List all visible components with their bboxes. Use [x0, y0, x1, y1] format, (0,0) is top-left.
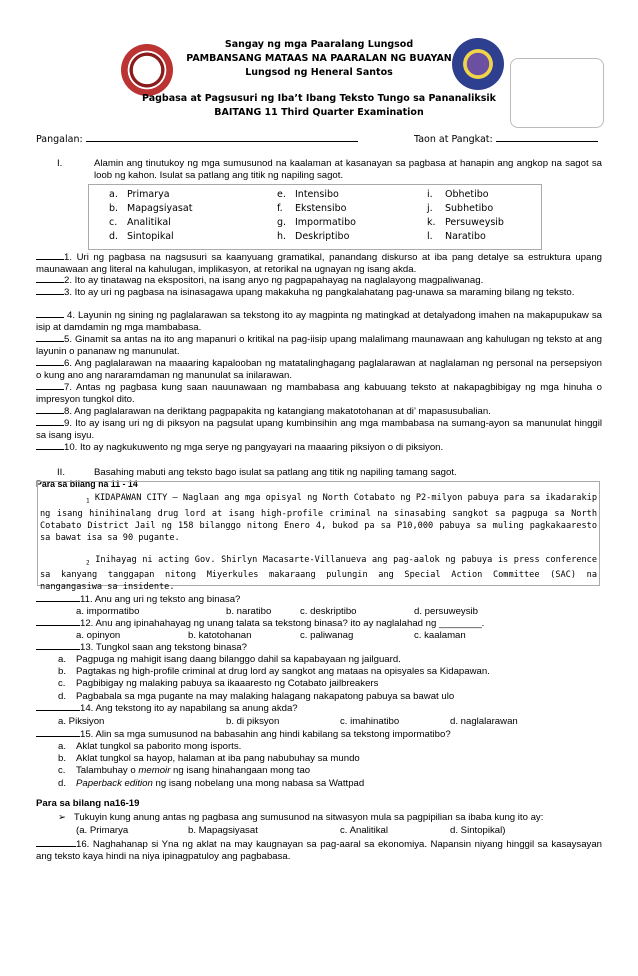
option-text: Pagbabala sa mga pugante na may malaking halagang nakapatong pabuya sa bawat ulo [76, 690, 455, 702]
answer-blank[interactable] [36, 413, 64, 414]
passage-paragraph-1 [38, 492, 599, 544]
question-text: 12. Anu ang ipinahahayag ng unang talata sa tekstong binasa? ito ay naglalahad ng ________. [80, 618, 485, 629]
paragraph-text: KIDAPAWAN CITY – Naglaan ang mga opisyal ng North Cotabato ng P2-milyon pabuya para sa ikadarakip ng isang hinihinalang drug lord at isang high-profile criminal na sinasabing sangkot sa pagpuga sa North Cotabato District Jail ng 158 bilanggo nitong Enero 4, bukod pa sa P10,000 pabuya sa muling pagkakaaresto sa bawat isa sa 90 pugante. [40, 493, 597, 543]
choice-k [427, 217, 504, 228]
choice-letter: b. [109, 203, 119, 214]
option-text: Talambuhay o memoir ng isang hinahangaan mong tao [76, 765, 311, 777]
exam-title: BAITANG 11 Third Quarter Examination [214, 107, 424, 118]
choice-text: Obhetibo [445, 189, 489, 200]
option-letter: b. [58, 753, 67, 765]
grade-label: Taon at Pangkat: [414, 134, 493, 145]
option-text: Aklat tungkol sa paborito mong isports. [76, 741, 242, 752]
choice-text: Deskriptibo [295, 231, 350, 242]
choice-letter: i. [427, 189, 433, 200]
q14-option-c: c. imahinatibo [340, 716, 400, 727]
q11-option-d: d. persuweysib [414, 606, 478, 617]
choice-j [427, 203, 493, 214]
part2-instruction: Basahing mabuti ang teksto bago isulat sa patlang ang titik ng napiling tamang sagot. [94, 467, 457, 478]
choice-letter: j. [427, 203, 433, 214]
choice-text: Sintopikal [127, 231, 174, 242]
item-6 [36, 358, 602, 382]
question-12 [36, 618, 484, 630]
name-blank[interactable] [86, 141, 358, 142]
choice-text: Naratibo [445, 231, 486, 242]
item-text: 10. Ito ay nagkukuwento ng mga serye ng pangyayari na maaaring piksiyon o di piksiyon. [64, 442, 444, 453]
question-text: 14. Ang tekstong ito ay napabilang sa anung akda? [80, 703, 298, 714]
answer-blank[interactable] [36, 259, 64, 260]
option-letter: c. [58, 765, 66, 777]
subject-title: Pagbasa at Pagsusuri ng Iba’t Ibang Teksto Tungo sa Pananaliksik [142, 93, 496, 104]
q15-option-d [58, 778, 364, 789]
question-11 [36, 594, 240, 606]
choice-text: Impormatibo [295, 217, 356, 228]
choice-letter: c. [109, 217, 118, 228]
q14-option-d: d. naglalarawan [450, 716, 518, 727]
level-option-d: d. Sintopikal) [450, 825, 506, 836]
choices-box [88, 184, 542, 250]
choice-text: Persuweysib [445, 217, 504, 228]
answer-blank[interactable] [36, 846, 76, 847]
item-10 [36, 442, 602, 454]
level-option-c: c. Analitikal [340, 825, 388, 836]
item-text: 9. Ito ay isang uri ng di piksyon na pagsulat upang kumbinsihin ang mga mambabasa na sumang-ayon sa manunulat hinggil sa isang isyu. [36, 418, 602, 441]
choice-letter: h. [277, 231, 287, 242]
para-label-16-19: Para sa bilang na16-19 [36, 798, 140, 809]
q12-option-c: c. paliwanag [300, 630, 354, 641]
option-text: Paperback edition ng isang nobelang una mong nabasa sa Wattpad [76, 777, 365, 789]
arrow-bullet-icon: ➢ [58, 812, 67, 823]
item-text: 1. Uri ng pagbasa na nagsusuri sa kaanyuang gramatikal, panandang diskurso at iba pang detalye sa estruktura upang maunawaan ang literal na kahulugan, implikasyon, at retorikal na ugnayan ng isang akda. [36, 252, 602, 275]
level-option-b: b. Mapagsiyasat [188, 825, 258, 836]
item-4 [36, 310, 602, 334]
q13-option-b [58, 666, 490, 677]
school-name: PAMBANSANG MATAAS NA PAARALAN NG BUAYAN [186, 53, 452, 64]
option-letter: b. [58, 666, 67, 678]
q15-option-b [58, 753, 360, 764]
choice-letter: d. [109, 231, 119, 242]
choice-a [109, 189, 170, 200]
paragraph-number: 2 [86, 559, 90, 567]
answer-blank[interactable] [36, 341, 64, 342]
option-text: Pagpuga ng mahigit isang daang bilanggo dahil sa kapabayaan ng jailguard. [76, 654, 401, 665]
answer-blank[interactable] [36, 625, 80, 626]
q11-option-c: c. deskriptibo [300, 606, 357, 617]
question-15 [36, 729, 451, 741]
item-text: 5. Ginamit sa antas na ito ang mapanuri o kritikal na pag-iisip upang malalimang maunawaan ang kahulugan ng teksto at ang layunin o pananaw ng manunulat. [36, 334, 602, 357]
option-letter: c. [58, 678, 66, 690]
item-text: 3. Ito ay uri ng pagbasa na isinasagawa upang makakuha ng pangkalahatang pag-unawa sa maraming bilang ng teksto. [64, 287, 575, 298]
instruction-text: Tukuyin kung anung antas ng pagbasa ang sumusunod na sitwasyon mula sa pagpipilian sa ibaba kung ito ay: [73, 812, 544, 823]
item-text: 8. Ang paglalarawan na deriktang pagpapakita ng katangiang makatotohanan at di’ mapasusubalian. [64, 406, 491, 417]
choice-text: Analitikal [127, 217, 171, 228]
q14-option-b: b. di piksyon [226, 716, 280, 727]
answer-blank[interactable] [36, 601, 80, 602]
choice-b [109, 203, 192, 214]
question-14 [36, 703, 298, 715]
q12-option-d: c. kaalaman [414, 630, 466, 641]
choice-letter: g. [277, 217, 287, 228]
option-text: Aklat tungkol sa hayop, halaman at iba pang nabubuhay sa mundo [76, 753, 360, 765]
division-name: Sangay ng mga Paaralang Lungsod [224, 39, 414, 50]
choice-g [277, 217, 356, 228]
answer-blank[interactable] [36, 710, 80, 711]
q13-option-d [58, 691, 454, 702]
question-text: 15. Alin sa mga sumusunod na babasahin ang hindi kabilang sa tekstong impormatibo? [80, 729, 451, 740]
level-option-a: (a. Primarya [76, 825, 129, 836]
city-name: Lungsod ng Heneral Santos [245, 67, 393, 78]
item-text: 2. Ito ay tinatawag na ekspositori, na isang anyo ng pagpapahayag na naglalayong magpaliwanag. [64, 275, 484, 286]
item-2 [36, 275, 602, 287]
option-letter: d. [58, 777, 67, 789]
paragraph-text: Inihayag ni acting Gov. Shirlyn Macasarte-Villanueva ang pag-aalok ng pabuya is press conference sa kanyang tanggapan nitong Miyerkules makaraang pulungin ang Special Action Committee (SAC) na nangangasiwa sa insidente. [40, 554, 597, 593]
choice-text: Mapagsiyasat [127, 203, 193, 214]
reading-passage [37, 481, 600, 593]
grade-field [414, 134, 598, 145]
name-label: Pangalan: [36, 134, 83, 145]
part1-numeral: I. [57, 158, 63, 169]
answer-blank[interactable] [36, 294, 64, 295]
choice-text: Ekstensibo [295, 203, 347, 214]
item-text: 4. Layunin ng sining ng paglalarawan sa tekstong ito ay magpinta ng matingkad at detalyadong imahen na makapupukaw sa isip at damdamin ng mga mambabasa. [36, 310, 602, 333]
item-text: 7. Antas ng pagbasa kung saan nauunawaan ng mambabasa ang kabuuang teksto at nakapagbibigay ng mga hinuha o impresyon tungkol dito. [36, 382, 602, 405]
part1-instruction: Alamin ang tinutukoy ng mga sumusunod na kaalaman at kasanayan sa pagbasa at hanapin ang angkop na sagot sa loob ng kahon. Isulat sa patlang ang titik ng napiling sagot. [94, 158, 602, 181]
question-13 [36, 642, 247, 654]
q12-option-b: b. katotohanan [188, 630, 252, 641]
arrow-instruction [58, 812, 543, 824]
choice-letter: a. [109, 189, 118, 200]
item-7 [36, 382, 602, 406]
item-1 [36, 252, 602, 276]
item-8 [36, 406, 602, 418]
q14-option-a: a. Piksiyon [58, 716, 105, 727]
q13-option-a [58, 654, 401, 665]
option-letter: a. [58, 741, 67, 752]
name-field [36, 134, 358, 145]
grade-blank[interactable] [496, 141, 598, 142]
question-16 [36, 839, 602, 863]
item-9 [36, 418, 602, 442]
item-3 [36, 287, 602, 299]
paragraph-number: 1 [86, 497, 90, 505]
answer-blank[interactable] [36, 449, 64, 450]
part2-numeral: II. [57, 467, 65, 478]
q15-option-c [58, 765, 310, 776]
q15-option-a [58, 741, 241, 752]
choice-i [427, 189, 489, 200]
choice-text: Intensibo [295, 189, 339, 200]
choice-c [109, 217, 171, 228]
answer-blank[interactable] [36, 365, 64, 366]
question-text: 11. Anu ang uri ng teksto ang binasa? [80, 594, 241, 605]
question-text: 13. Tungkol saan ang tekstong binasa? [80, 642, 247, 653]
choice-letter: k. [427, 217, 436, 228]
choice-e [277, 189, 339, 200]
choice-letter: f. [277, 203, 283, 214]
answer-blank[interactable] [36, 736, 80, 737]
choice-d [109, 231, 174, 242]
option-letter: a. [58, 654, 67, 665]
option-letter: d. [58, 690, 67, 702]
item-5 [36, 334, 602, 358]
para-label-11-14: Para sa bilang na 11 - 14 [36, 479, 138, 489]
choice-f [277, 203, 346, 214]
item-text: 6. Ang paglalarawan na maaaring kapalooban ng matatalinghagang paglalarawan at naglalaman ng personal na persepsiyon o kung ano ang nararamdaman ng manunulat sa inilarawan. [36, 358, 602, 381]
q11-option-b: b. naratibo [226, 606, 272, 617]
answer-blank[interactable] [36, 389, 64, 390]
choice-text: Subhetibo [445, 203, 494, 214]
answer-blank[interactable] [36, 425, 64, 426]
answer-blank[interactable] [36, 282, 64, 283]
choice-letter: e. [277, 189, 286, 200]
question-text: 16. Naghahanap si Yna ng aklat na may kaugnayan sa pag-aaral sa ekonomiya. Napansin niyang hinggil sa kasaysayan ang teksto kaya hindi na niya ipinagpatuloy ang pagbabasa. [36, 839, 602, 862]
answer-blank[interactable] [36, 317, 64, 318]
option-text: Pagtakas ng high-profile criminal at drug lord ay sangkot ang mataas na opisyales sa Kidapawan. [76, 666, 490, 678]
choice-text: Primarya [127, 189, 170, 200]
passage-paragraph-2 [38, 554, 599, 594]
choice-h [277, 231, 349, 242]
answer-blank[interactable] [36, 649, 80, 650]
choice-letter: l. [427, 231, 433, 242]
option-text: Pagbibigay ng malaking pabuya sa ikaaaresto ng Cotabato jailbreakers [76, 678, 379, 690]
q12-option-a: a. opinyon [76, 630, 121, 641]
q11-option-a: a. impormatibo [76, 606, 140, 617]
choice-l [427, 231, 486, 242]
q13-option-c [58, 678, 378, 689]
